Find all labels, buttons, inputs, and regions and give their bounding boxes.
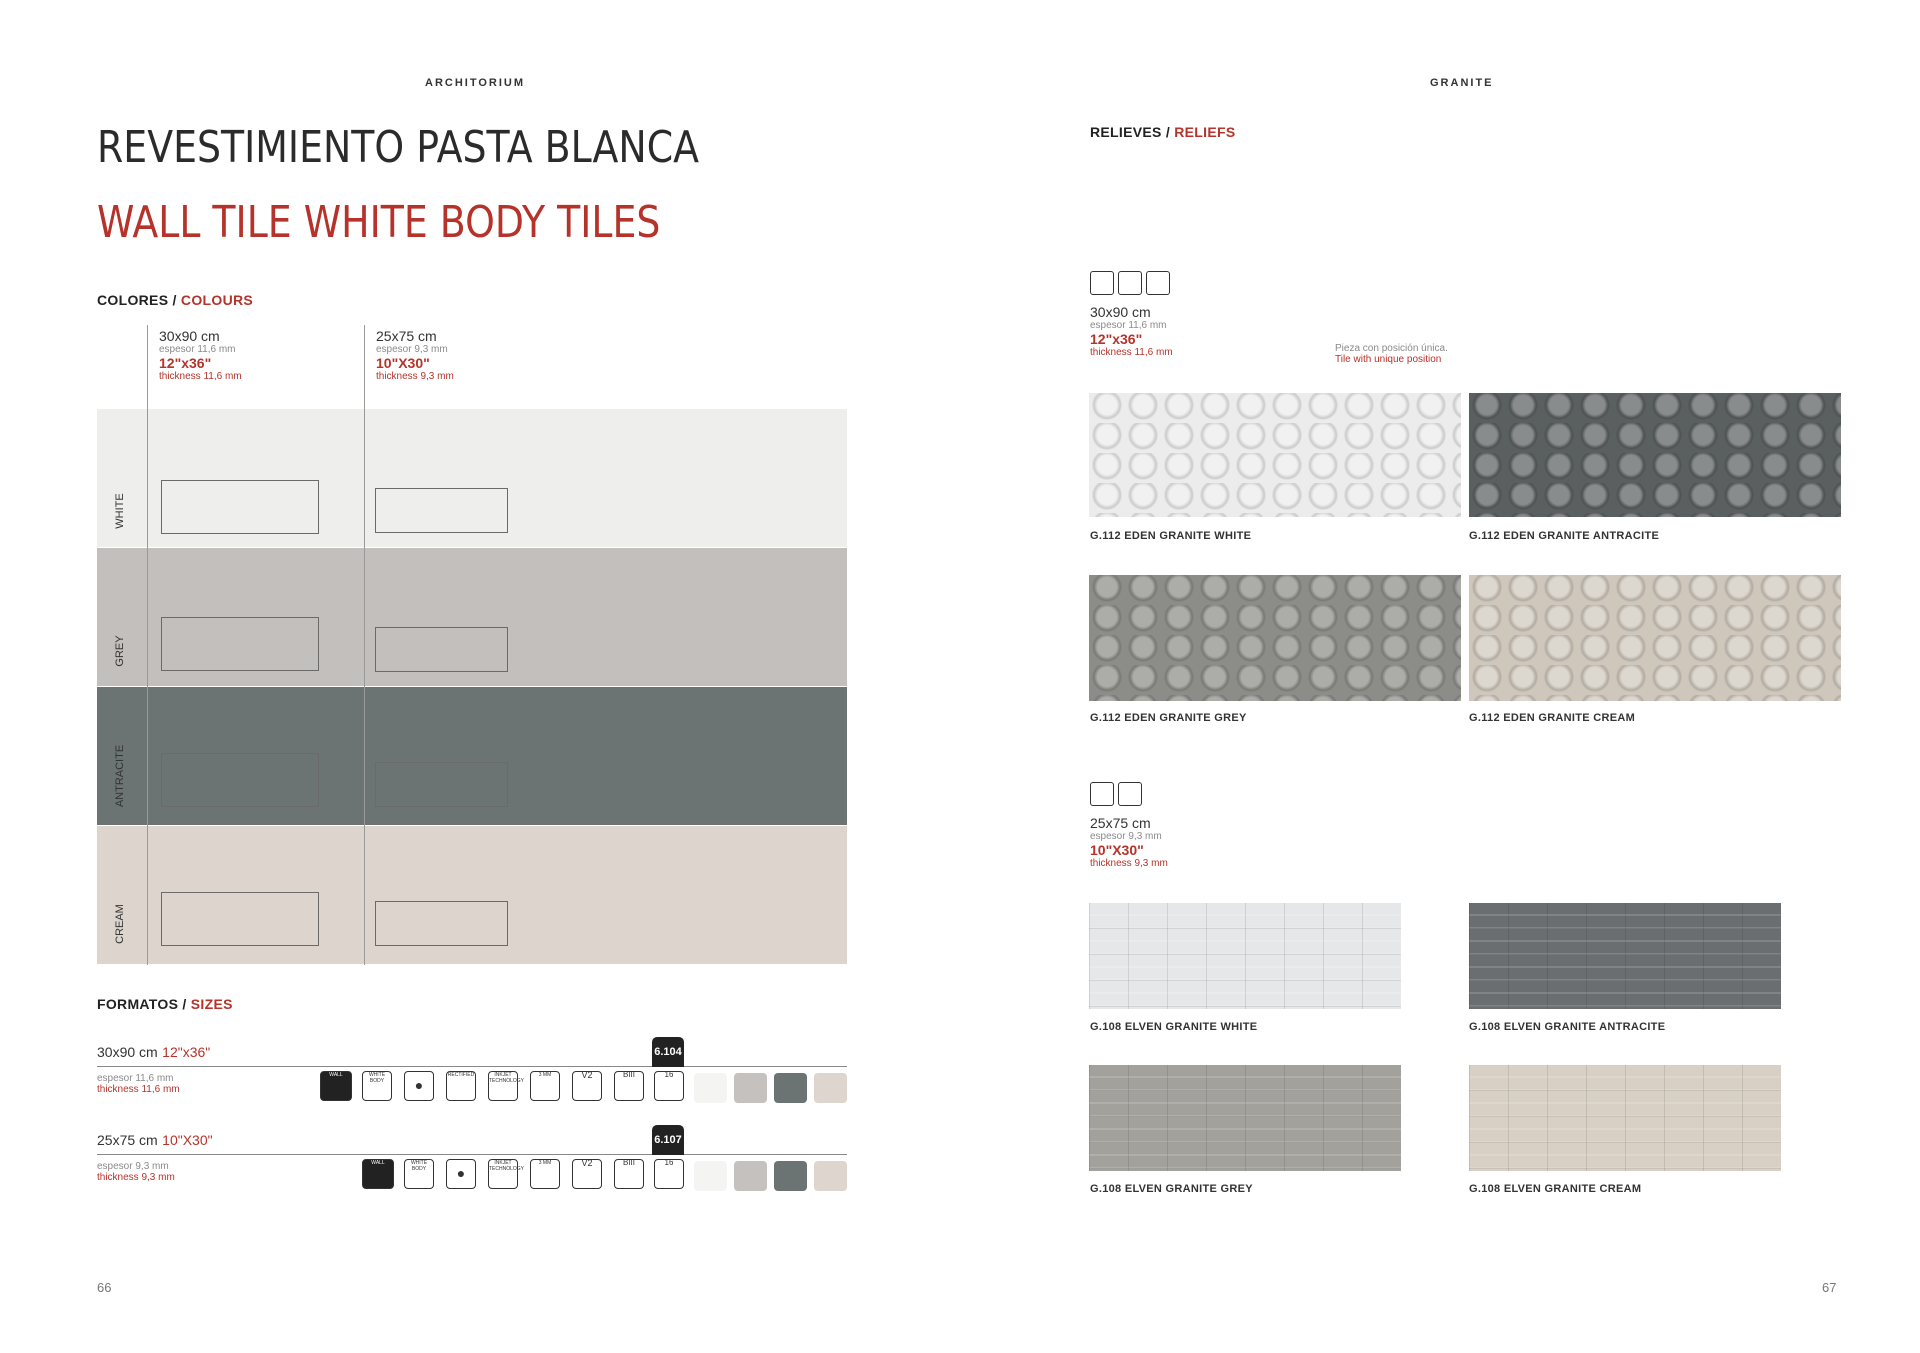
size-row-2-thickness (97, 1161, 175, 1183)
reliefs-heading-es: RELIEVES / (1090, 124, 1171, 140)
icon-label: 16 (664, 1070, 674, 1079)
group1-inches: 12"x36" (1090, 331, 1143, 347)
divider-line (364, 325, 365, 965)
white-body-icon (404, 1159, 434, 1189)
swatch-grey (734, 1073, 767, 1103)
swatch-white (694, 1161, 727, 1191)
reliefs-heading-en: RELIEFS (1174, 124, 1236, 140)
product-label: G.108 ELVEN GRANITE WHITE (1090, 1021, 1258, 1033)
divider-line (147, 325, 148, 965)
product-label: G.112 EDEN GRANITE GREY (1090, 712, 1247, 724)
icon-label: WALL (329, 1072, 343, 1078)
size-row-2-size: 25x75 cm (97, 1132, 158, 1148)
white-body-icon (362, 1071, 392, 1101)
product-image-eden-antracite (1469, 393, 1841, 517)
tile-outline-30x90 (161, 480, 319, 534)
product-image-eden-cream (1469, 575, 1841, 701)
size-row-2-heading (97, 1132, 213, 1150)
icon-label: WALL (371, 1160, 385, 1166)
swatch-cream (814, 1161, 847, 1191)
size-row-2-thickness-en: thickness 9,3 mm (97, 1172, 175, 1183)
group2-thickness: thickness 9,3 mm (1090, 858, 1168, 869)
inkjet-icon (488, 1159, 525, 1189)
inkjet-icon (488, 1071, 525, 1101)
graphics-icon (654, 1159, 684, 1189)
size-row-2-inches: 10"X30" (162, 1132, 213, 1148)
variation-icon (572, 1159, 602, 1189)
col1-thickness: thickness 11,6 mm (159, 371, 242, 382)
dot-icon (446, 1159, 476, 1189)
page-number-left: 66 (97, 1280, 112, 1295)
colours-heading-en: COLOURS (180, 292, 254, 308)
icon-label: BIII (622, 1070, 635, 1079)
rectified-icon (1118, 271, 1142, 295)
variation-icon (572, 1071, 602, 1101)
col2-thickness: thickness 9,3 mm (376, 371, 454, 382)
icon-label: WHITE BODY (410, 1160, 428, 1172)
band-label-grey: GREY (114, 635, 126, 667)
product-label: G.108 ELVEN GRANITE CREAM (1469, 1183, 1642, 1195)
group2-size: 25x75 cm (1090, 815, 1151, 831)
col1-inches: 12"x36" (159, 355, 212, 371)
graphics-icon (1146, 271, 1170, 295)
product-label: G.112 EDEN GRANITE CREAM (1469, 712, 1636, 724)
wall-icon (320, 1071, 352, 1101)
product-image-elven-antracite (1469, 903, 1781, 1009)
col2-inches: 10"X30" (376, 355, 430, 371)
product-label: G.108 ELVEN GRANITE ANTRACITE (1469, 1021, 1666, 1033)
water-absorption-icon (614, 1159, 644, 1189)
icon-label: ● (456, 1165, 466, 1181)
col1-espesor: espesor 11,6 mm (159, 344, 236, 355)
wall-icon (362, 1159, 394, 1189)
swatch-grey (734, 1161, 767, 1191)
icon-label: ● (414, 1077, 424, 1093)
rectified-icon (446, 1071, 476, 1101)
icon-label: INKJET TECHNOLOGY (489, 1160, 525, 1172)
page-number-right: 67 (1822, 1280, 1837, 1295)
col1-header (159, 328, 242, 382)
size-row-2-rule (97, 1154, 847, 1155)
product-image-elven-grey (1089, 1065, 1401, 1171)
col2-espesor: espesor 9,3 mm (376, 344, 448, 355)
sizes-heading-en: SIZES (190, 996, 233, 1012)
size-row-1-thickness-en: thickness 11,6 mm (97, 1084, 180, 1095)
group1-note-en: Tile with unique position (1335, 354, 1442, 365)
sizes-heading-es: FORMATOS / (97, 996, 187, 1012)
page-subtitle: WALL TILE WHITE BODY TILES (97, 197, 661, 248)
group1-note (1335, 343, 1448, 365)
group2-sizes (1090, 815, 1168, 869)
product-label: G.108 ELVEN GRANITE GREY (1090, 1183, 1253, 1195)
tile-outline-30x90 (161, 617, 319, 671)
group2-inches: 10"X30" (1090, 842, 1144, 858)
colours-heading (97, 292, 253, 308)
size-row-2-icons (362, 1159, 852, 1193)
band-label-antracite: ANTRACITE (114, 744, 126, 808)
icon-label: 3 MM (538, 1072, 552, 1078)
graphics-icon (654, 1071, 684, 1101)
tile-outline-25x75 (375, 762, 508, 807)
swatch-cream (814, 1073, 847, 1103)
group1-size: 30x90 cm (1090, 304, 1151, 320)
swatch-antracite (774, 1161, 807, 1191)
tile-outline-30x90 (161, 892, 319, 946)
icon-label: 16 (664, 1158, 674, 1167)
group1-espesor: espesor 11,6 mm (1090, 320, 1167, 331)
sizes-heading (97, 996, 233, 1012)
icon-label: V2 (581, 1158, 593, 1168)
tile-outline-30x90 (161, 753, 319, 807)
icon-label: INKJET TECHNOLOGY (489, 1072, 525, 1084)
size-row-1-inches: 12"x36" (162, 1044, 211, 1060)
water-absorption-icon (614, 1071, 644, 1101)
size-row-1-icons (320, 1071, 850, 1105)
running-head-left: ARCHITORIUM (425, 77, 526, 89)
thickness-icon (530, 1159, 560, 1189)
product-image-elven-cream (1469, 1065, 1781, 1171)
swatch-antracite (774, 1073, 807, 1103)
dot-icon (404, 1071, 434, 1101)
product-code-badge: 6.104 (652, 1037, 684, 1067)
product-code-badge: 6.107 (652, 1125, 684, 1155)
tile-outline-25x75 (375, 901, 508, 946)
product-image-eden-grey (1089, 575, 1461, 701)
band-label-cream: CREAM (114, 904, 126, 944)
icon-label: V2 (581, 1070, 593, 1080)
group2-espesor: espesor 9,3 mm (1090, 831, 1162, 842)
size-row-1-rule (97, 1066, 847, 1067)
wall-icon (1090, 271, 1114, 295)
size-row-1-thickness (97, 1073, 180, 1095)
product-image-elven-white (1089, 903, 1401, 1009)
tile-outline-25x75 (375, 627, 508, 672)
size-row-1-espesor: espesor 11,6 mm (97, 1073, 174, 1084)
size-row-1-size: 30x90 cm (97, 1044, 158, 1060)
swatch-white (694, 1073, 727, 1103)
tile-outline-25x75 (375, 488, 508, 533)
icon-label: WHITE BODY (368, 1072, 386, 1084)
reliefs-heading (1090, 124, 1235, 140)
group1-note-es: Pieza con posición única. (1335, 343, 1448, 354)
page-title: REVESTIMIENTO PASTA BLANCA (97, 122, 700, 173)
band-label-white: WHITE (114, 493, 126, 529)
product-label: G.112 EDEN GRANITE WHITE (1090, 530, 1252, 542)
wall-icon (1090, 782, 1114, 806)
product-label: G.112 EDEN GRANITE ANTRACITE (1469, 530, 1660, 542)
group1-thickness: thickness 11,6 mm (1090, 347, 1173, 358)
icon-label: RECTIFIED (447, 1072, 475, 1078)
col2-size: 25x75 cm (376, 328, 437, 344)
size-row-2-espesor: espesor 9,3 mm (97, 1161, 169, 1172)
product-image-eden-white (1089, 393, 1461, 517)
icon-label: 3 MM (538, 1160, 552, 1166)
graphics-icon (1118, 782, 1142, 806)
running-head-right: GRANITE (1430, 77, 1494, 89)
thickness-icon (530, 1071, 560, 1101)
colours-heading-es: COLORES / (97, 292, 177, 308)
size-row-1-heading (97, 1044, 210, 1062)
group1-sizes (1090, 304, 1173, 358)
icon-label: BIII (622, 1158, 635, 1167)
col1-size: 30x90 cm (159, 328, 220, 344)
col2-header (376, 328, 454, 382)
